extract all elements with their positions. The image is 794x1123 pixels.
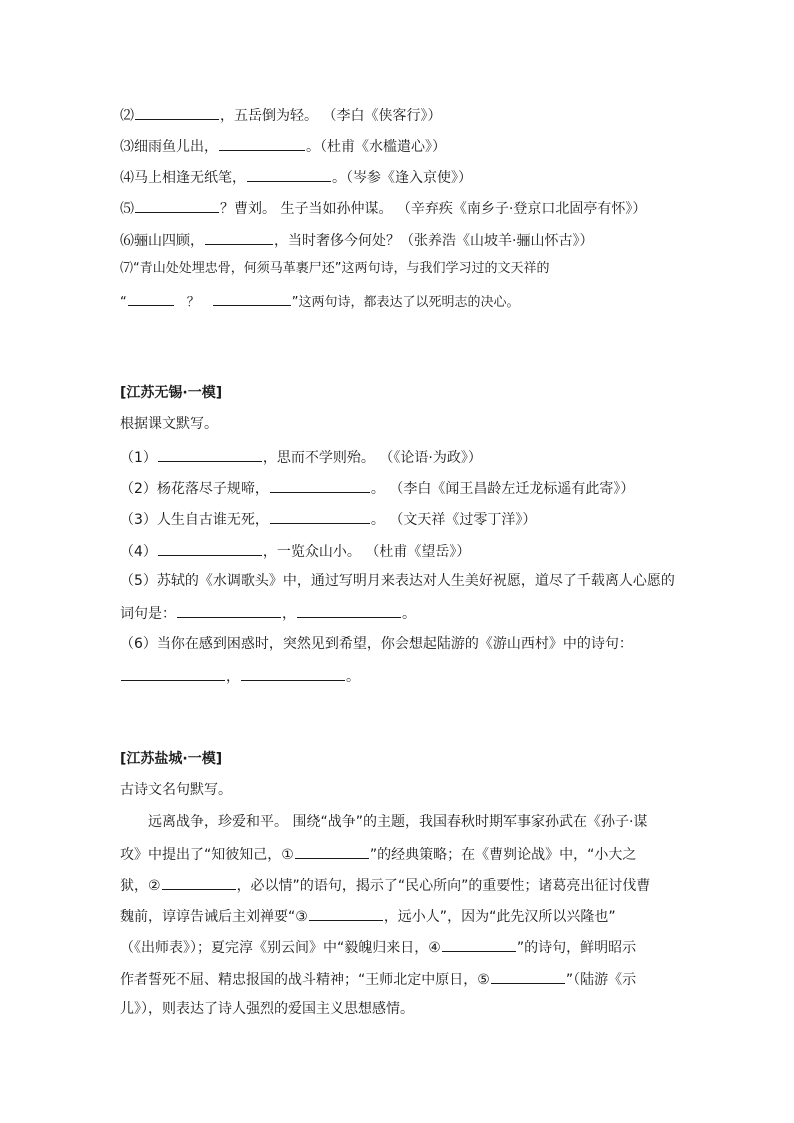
- answer-blank[interactable]: [158, 540, 262, 556]
- answer-blank[interactable]: [442, 936, 516, 952]
- answer-blank[interactable]: [295, 843, 369, 859]
- answer-blank[interactable]: [135, 197, 219, 213]
- answer-blank[interactable]: [213, 290, 291, 306]
- answer-blank[interactable]: [158, 446, 262, 462]
- answer-blank[interactable]: [135, 104, 219, 120]
- section-heading-wuxi: [江苏无锡·一模]: [120, 385, 223, 401]
- s2-item-2: （2）杨花落尽子规啼， 。 （李白《闻王昌龄左迁龙标遥有此寄》）: [120, 477, 634, 499]
- answer-blank[interactable]: [162, 874, 236, 890]
- s2-item-4: （4） ，一览众山小。 （杜甫《望岳》）: [120, 540, 470, 562]
- s3-para-line6: 作者誓死不屈、精忠报国的战斗精神；“王师北定中原日，⑤ ”（陆游《示: [120, 968, 636, 990]
- s2-item-3: （3）人生自古谁无死， 。 （文天祥《过零丁洋》）: [120, 508, 536, 530]
- s2-item-5-line2: 词句是： ， 。: [120, 602, 416, 624]
- answer-blank[interactable]: [241, 665, 345, 681]
- answer-blank[interactable]: [219, 135, 305, 151]
- answer-blank[interactable]: [121, 665, 225, 681]
- answer-blank[interactable]: [177, 602, 281, 618]
- s3-para-line7: 儿》），则表达了诗人强烈的爱国主义思想感情。: [120, 1001, 414, 1017]
- answer-blank[interactable]: [297, 602, 401, 618]
- answer-blank[interactable]: [309, 905, 383, 921]
- s3-para-line5: （《出师表》）；夏完淳《别云间》中“毅魄归来日，④ ”的诗句，鲜明昭示: [120, 936, 636, 958]
- answer-blank[interactable]: [270, 508, 370, 524]
- s3-para-line2: 攻》中提出了“知彼知己，① ”的经典策略；在《曹刿论战》中，“小大之: [120, 843, 636, 865]
- s1-item-4: ⑷马上相逢无纸笔， 。（岑参《逢入京使》）: [120, 166, 472, 188]
- answer-blank[interactable]: [205, 229, 273, 245]
- s3-para-line4: 魏前，谆谆告诫后主刘禅要“③ ，远小人”，因为“此先汉所以兴隆也”: [120, 905, 616, 927]
- s2-item-6-line2: ， 。: [120, 665, 360, 687]
- answer-blank[interactable]: [247, 166, 331, 182]
- s1-item-2: ⑵ ，五岳倒为轻。 （李白《侠客行》）: [120, 104, 441, 126]
- section-instruction-wuxi: 根据课文默写。: [120, 416, 218, 432]
- section-heading-yancheng: [江苏盐城·一模]: [120, 751, 223, 767]
- answer-blank[interactable]: [128, 290, 174, 306]
- s2-item-6-line1: （6）当你在感到困惑时，突然见到希望，你会想起陆游的《游山西村》中的诗句：: [120, 636, 633, 652]
- s2-item-5-line1: （5）苏轼的《水调歌头》中，通过写明月来表达对人生美好祝愿，道尽了千载离人心愿的: [120, 573, 675, 589]
- s1-item-7-line2: “ ？ ”这两句诗，都表达了以死明志的决心。: [120, 290, 520, 313]
- answer-blank[interactable]: [270, 477, 370, 493]
- s3-para-line3: 狱，② ，必以情”的语句，揭示了“民心所向”的重要性；诸葛亮出征讨伐曹: [120, 874, 650, 896]
- answer-blank[interactable]: [491, 968, 565, 984]
- s1-item-6: ⑹骊山四顾， ，当时奢侈今何处？（张养浩《山坡羊·骊山怀古》）: [120, 229, 593, 251]
- s3-para-line1: 远离战争，珍爱和平。 围绕“战争”的主题，我国春秋时期军事家孙武在《孙子·谋: [148, 814, 648, 830]
- s1-item-5: ⑸ ？曹刘。 生子当如孙仲谋。 （辛弃疾《南乡子·登京口北固亭有怀》）: [120, 197, 646, 219]
- s2-item-1: （1） ，思而不学则殆。 （《论语·为政》）: [120, 446, 482, 468]
- section-instruction-yancheng: 古诗文名句默写。: [120, 782, 232, 798]
- s1-item-3: ⑶细雨鱼儿出， 。（杜甫《水槛遣心》）: [120, 135, 446, 157]
- s1-item-7-line1: ⑺“青山处处埋忠骨，何须马革裹尸还”这两句诗，与我们学习过的文天祥的: [120, 261, 550, 276]
